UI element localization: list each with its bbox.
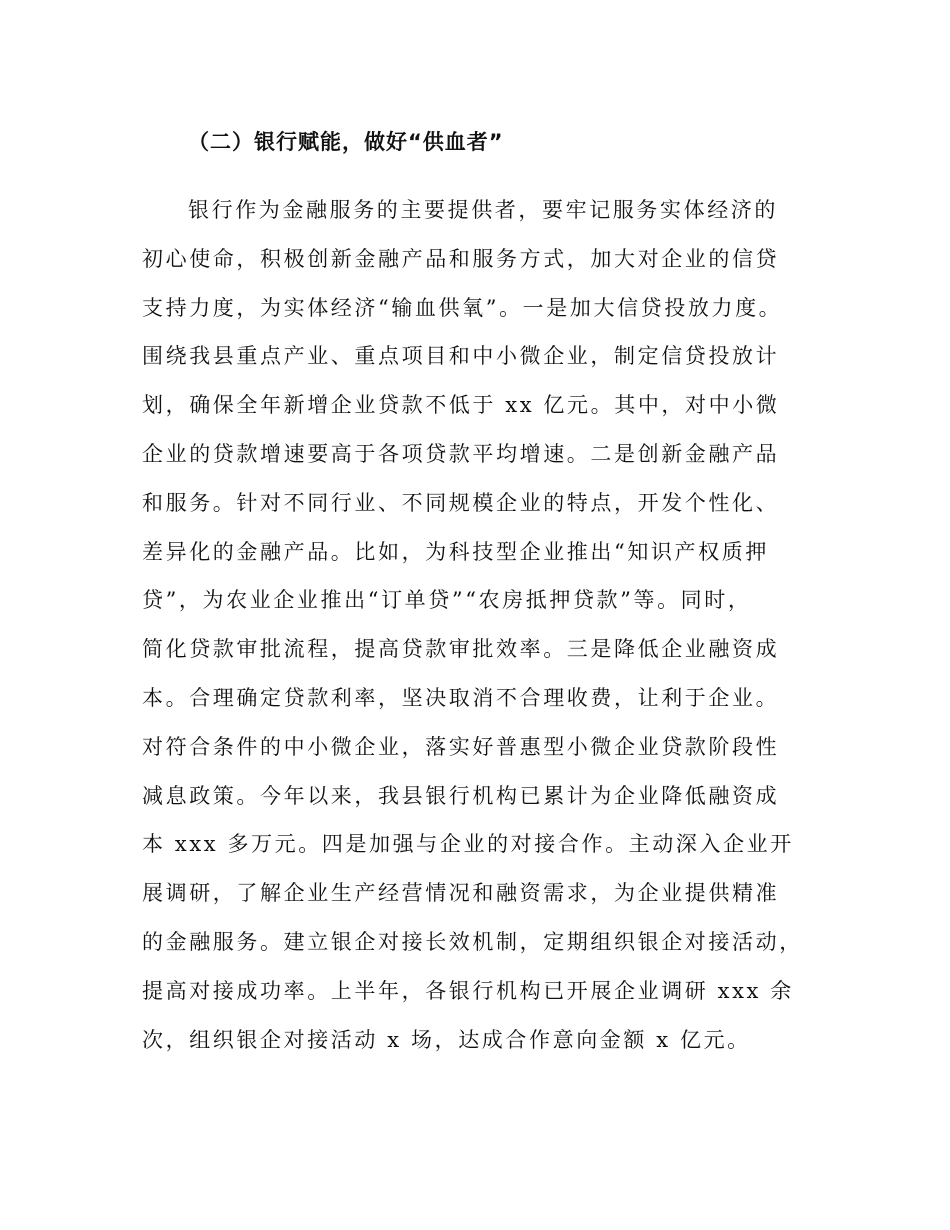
paragraph-line: 对符合条件的中小微企业，落实好普惠型小微企业贷款阶段性	[142, 734, 780, 759]
paragraph-line: 展调研，了解企业生产经营情况和融资需求，为企业提供精准	[142, 881, 780, 906]
paragraph-line: 初心使命，积极创新金融产品和服务方式，加大对企业的信贷	[142, 246, 780, 271]
paragraph-line: 次，组织银企对接活动 x 场，达成合作意向金额 x 亿元。	[142, 1027, 751, 1052]
paragraph	[142, 190, 832, 1068]
paragraph-line: 和服务。针对不同行业、不同规模企业的特点，开发个性化、	[142, 490, 780, 515]
section-heading: （二）银行赋能，做好“供血者”	[188, 130, 504, 154]
paragraph-line: 本。合理确定贷款利率，坚决取消不合理收费，让利于企业。	[142, 685, 780, 710]
paragraph-line: 支持力度，为实体经济“输血供氧”。一是加大信贷投放力度。	[142, 295, 783, 320]
paragraph-line: 贷”，为农业企业推出“订单贷”“农房抵押贷款”等。同时，	[142, 588, 752, 613]
paragraph-line: 企业的贷款增速要高于各项贷款平均增速。二是创新金融产品	[142, 441, 780, 466]
paragraph-line: 提高对接成功率。上半年，各银行机构已开展企业调研 xxx 余	[142, 978, 794, 1003]
paragraph-line: 划，确保全年新增企业贷款不低于 xx 亿元。其中，对中小微	[142, 393, 780, 418]
paragraph-line: 差异化的金融产品。比如，为科技型企业推出“知识产权质押	[142, 539, 769, 564]
paragraph-line: 本 xxx 多万元。四是加强与企业的对接合作。主动深入企业开	[142, 832, 794, 857]
paragraph-line: 的金融服务。建立银企对接长效机制，定期组织银企对接活动，	[142, 929, 803, 954]
paragraph-line: 减息政策。今年以来，我县银行机构已累计为企业降低融资成	[142, 783, 780, 808]
paragraph-line: 围绕我县重点产业、重点项目和中小微企业，制定信贷投放计	[142, 344, 780, 369]
paragraph-line: 银行作为金融服务的主要提供者，要牢记服务实体经济的	[188, 198, 778, 222]
paragraph-line: 简化贷款审批流程，提高贷款审批效率。三是降低企业融资成	[142, 637, 780, 662]
